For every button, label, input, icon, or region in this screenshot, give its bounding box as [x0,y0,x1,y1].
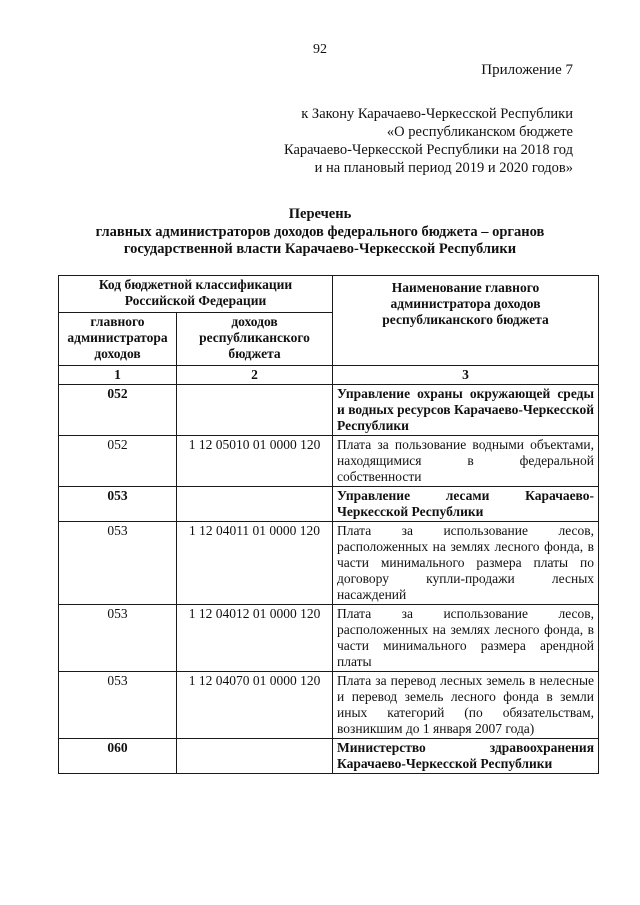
header-budget-revenue: доходов республиканского бюджета [177,313,333,366]
page-number: 92 [313,42,327,57]
appendix-label: Приложение 7 [481,62,573,78]
table-row [59,436,599,487]
law-reference [153,105,573,177]
law-reference-line: к Закону Карачаево-Черкесской Республики [301,106,573,122]
column-number: 2 [177,366,333,385]
column-number: 1 [59,366,177,385]
administrator-name-cell: Плата за использование лесов, расположенных на землях лесного фонда, в части минимального размера арендной платы [333,605,599,672]
table-row [59,487,599,522]
law-reference-line: и на плановый период 2019 и 2020 годов» [314,160,573,176]
law-reference-line: Карачаево-Черкесской Республики на 2018 год [283,142,573,158]
header-main-administrator: главного администратора доходов [59,313,177,366]
header-administrator-name: Наименование главного администратора доходов республиканского бюджета [333,276,599,366]
revenue-code-cell: 1 12 04011 01 0000 120 [177,522,333,605]
admin-code-cell: 053 [59,605,177,672]
document-title [40,206,600,259]
admin-code-cell: 060 [59,739,177,774]
law-reference-line: «О республиканском бюджете [386,124,573,140]
title-line: государственной власти Карачаево-Черкесской Республики [123,241,517,257]
admin-code-cell: 052 [59,385,177,436]
table-row [59,385,599,436]
revenue-code-cell [177,739,333,774]
administrator-name-cell: Министерство здравоохранения Карачаево-Черкесской Республики [333,739,599,774]
admin-code-cell: 053 [59,522,177,605]
column-number: 3 [333,366,599,385]
admin-code-cell: 053 [59,672,177,739]
title-line: Перечень [288,206,352,222]
table-row [59,672,599,739]
admin-code-cell: 053 [59,487,177,522]
table-row [59,522,599,605]
administrators-table [58,275,599,774]
administrator-name-cell: Плата за перевод лесных земель в нелесные и перевод земель лесного фонда в земли иных категорий (по обязательствам, возникшим до 1 января 2007 года) [333,672,599,739]
revenue-code-cell: 1 12 04012 01 0000 120 [177,605,333,672]
administrator-name-cell: Управление охраны окружающей среды и водных ресурсов Карачаево-Черкесской Республики [333,385,599,436]
column-number-row [59,366,599,385]
administrator-name-cell: Плата за пользование водными объектами, находящимися в федеральной собственности [333,436,599,487]
administrator-name-cell: Плата за использование лесов, расположенных на землях лесного фонда, в части минимального размера платы по договору купли-продажи лесных насаждений [333,522,599,605]
admin-code-cell: 052 [59,436,177,487]
header-classification-code: Код бюджетной классификации Российской Федерации [59,276,333,313]
revenue-code-cell [177,385,333,436]
revenue-code-cell: 1 12 05010 01 0000 120 [177,436,333,487]
table-row [59,739,599,774]
title-line: главных администраторов доходов федерального бюджета – органов [95,223,545,240]
table-row [59,605,599,672]
administrator-name-cell: Управление лесами Карачаево-Черкесской Республики [333,487,599,522]
revenue-code-cell: 1 12 04070 01 0000 120 [177,672,333,739]
table-header-row [59,276,599,313]
revenue-code-cell [177,487,333,522]
